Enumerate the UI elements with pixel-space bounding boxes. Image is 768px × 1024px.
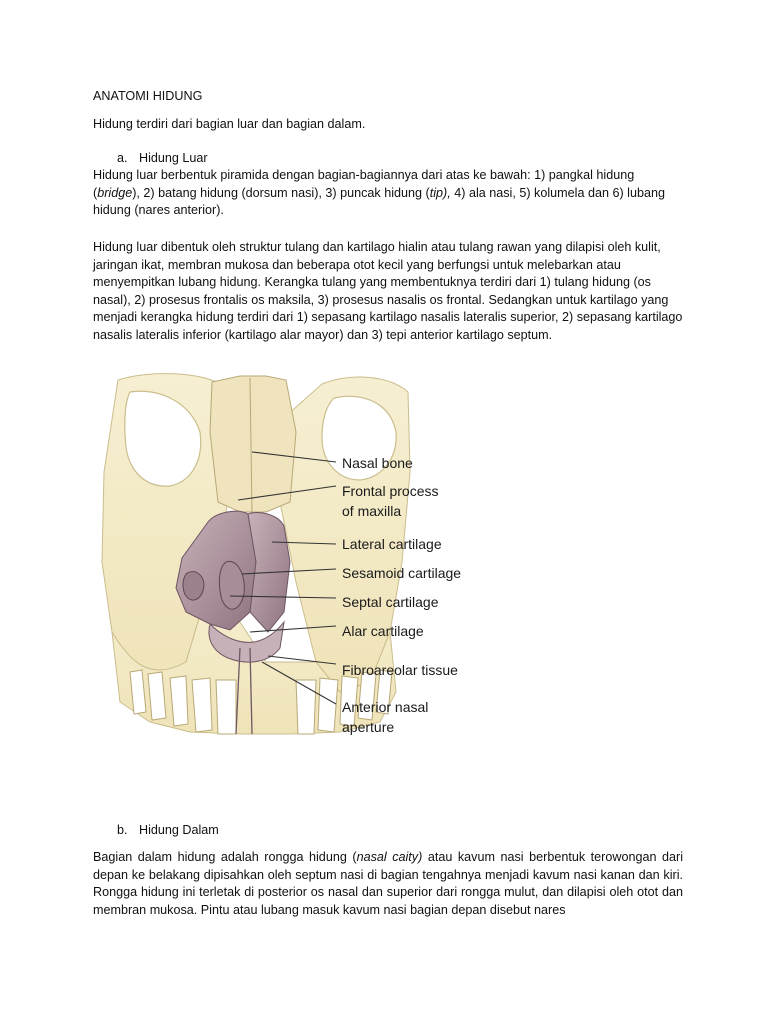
document-title: ANATOMI HIDUNG [93,89,203,103]
label-lateral-cartilage: Lateral cartilage [342,536,442,552]
italic-term-tip: tip), [429,185,451,200]
section-a-paragraph-1 [93,167,683,220]
nose-anatomy-illustration [90,362,470,772]
label-frontal-process-line1: Frontal process [342,483,439,499]
section-b-title: Hidung Dalam [139,823,219,837]
section-b-marker: b. [117,823,128,837]
label-nasal-bone: Nasal bone [342,455,413,471]
text-run: Bagian dalam hidung adalah rongga hidung ( [93,850,357,864]
text-run: 4) ala nasi, 5) kolumela dan 6) lubang hidung (nares anterior). [93,185,665,218]
label-anterior-nasal-line1: Anterior nasal [342,699,429,715]
section-b-paragraph [93,849,683,919]
label-sesamoid-cartilage: Sesamoid cartilage [342,565,462,581]
section-a-heading [117,150,707,168]
section-a-paragraph-2: Hidung luar dibentuk oleh struktur tulang dan kartilago hialin atau tulang rawan yang dilapisi oleh kulit, jaringan ikat, membran mukosa dan beberapa otot kecil yang berfungsi untuk melebarkan atau menyempitkan lubang hidung. Kerangka tulang yang membentuknya terdiri dari 1) tulang hidung (os nasal), 2) prosesus frontalis os maksila, 3) prosesus nasalis os frontal. Sedangkan untuk kartilago yang menjadi kerangka hidung terdiri dari 1) sepasang kartilago nasalis lateralis superior, 2) sepasang kartilago nasalis lateralis inferior (kartilago alar mayor) dan 3) tepi anterior kartilago septum. [93,240,683,342]
nose-anatomy-figure [90,362,470,772]
intro-paragraph: Hidung terdiri dari bagian luar dan bagian dalam. [93,117,366,131]
italic-term-bridge: bridge [97,185,133,200]
section-a-title: Hidung Luar [139,151,208,165]
italic-term-nasal-caity: nasal caity) [356,850,423,864]
section-a-marker: a. [117,151,128,165]
label-fibroareolar-tissue: Fibroareolar tissue [342,662,458,678]
text-run: Hidung luar berbentuk piramida dengan bagian-bagiannya dari atas ke bawah: 1) pangkal hidung ( [93,168,635,200]
text-run: atau kavum nasi berbentuk terowongan dari depan ke belakang dipisahkan oleh septum nasi di bagian tengahnya menjadi kavum nasi kanan dan kiri. Rongga hidung ini terletak di posterior os nasal dan superior dari rongga mulut, dan dilapisi oleh otot dan membran mukosa. Pintu atau lubang masuk kavum nasi bagian depan disebut nares [93,850,684,917]
label-alar-cartilage: Alar cartilage [342,623,424,639]
text-run: ), 2) batang hidung (dorsum nasi), 3) puncak hidung ( [132,185,430,200]
label-septal-cartilage: Septal cartilage [342,594,439,610]
section-b-heading [117,822,707,840]
label-anterior-nasal-line2: aperture [342,719,395,735]
label-frontal-process-line2: of maxilla [342,503,402,519]
